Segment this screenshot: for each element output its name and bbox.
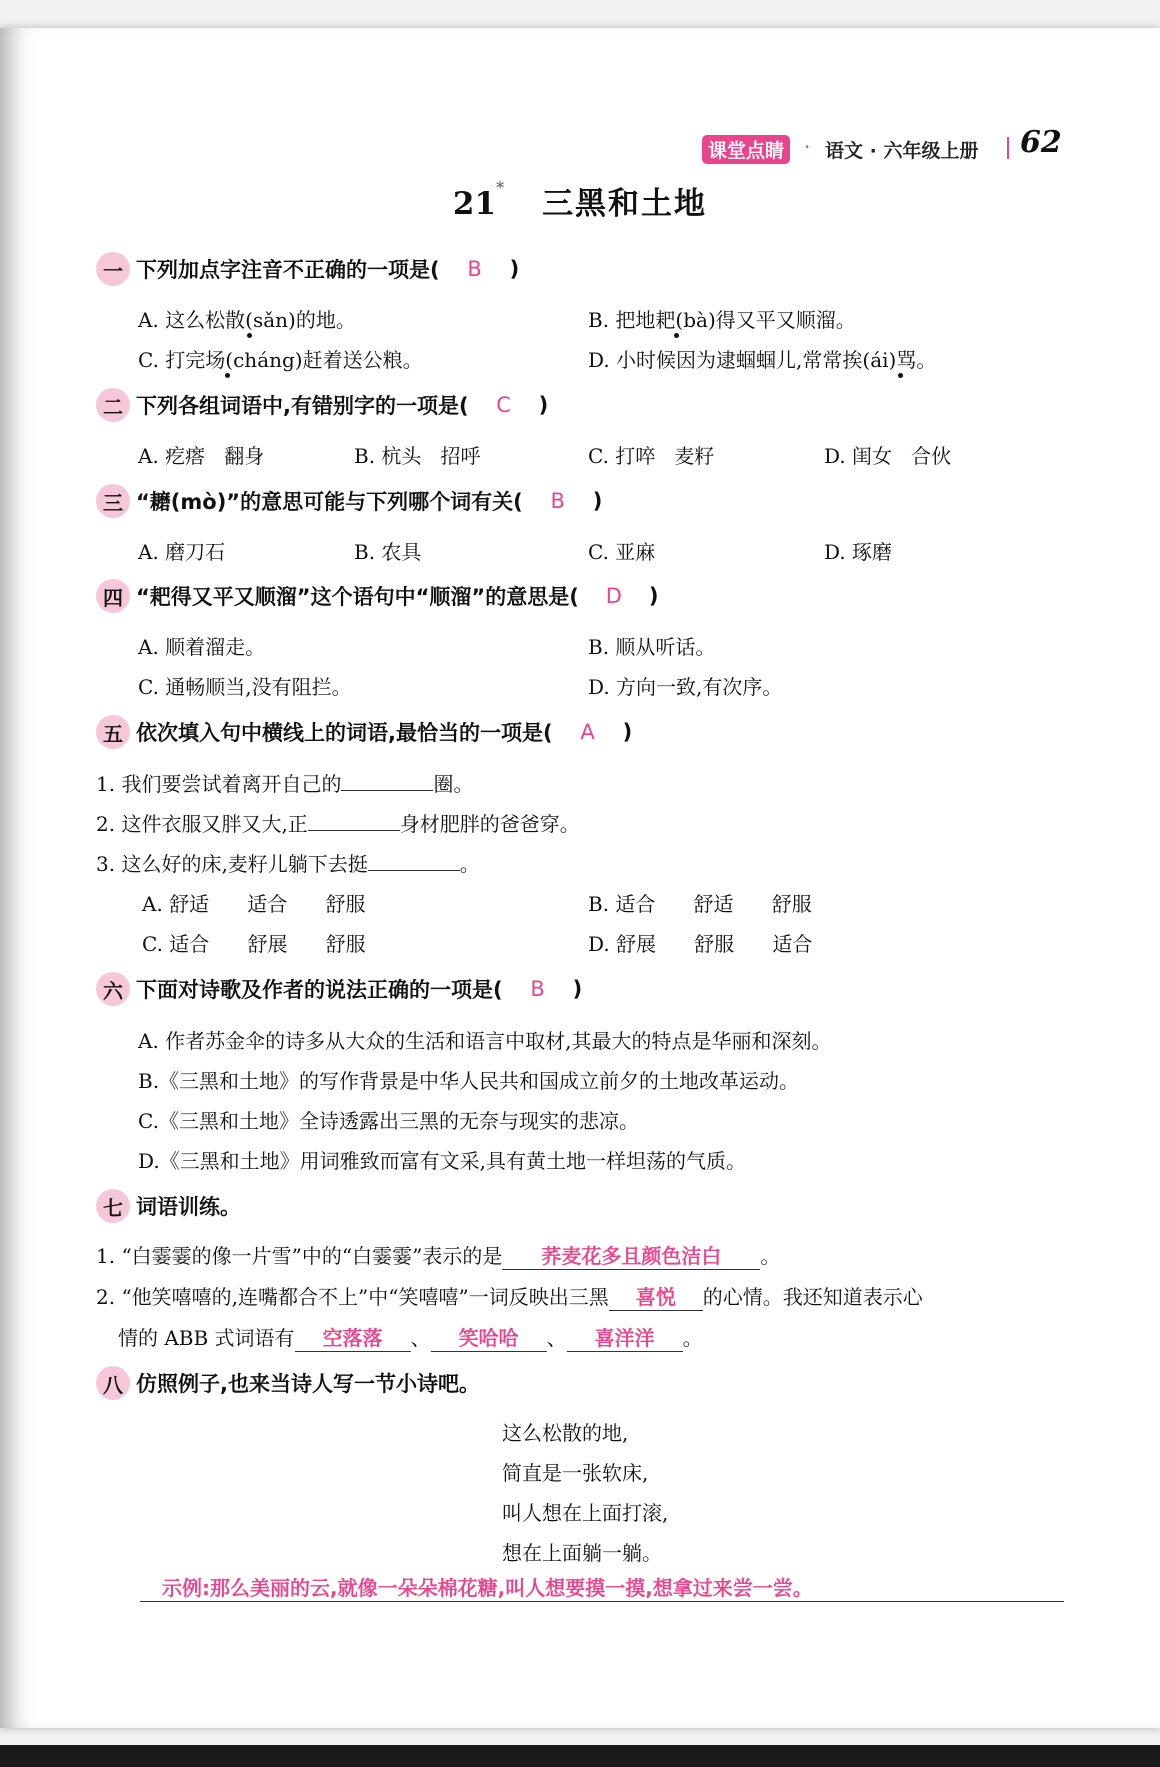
filled-word: 空落落 [295, 1322, 411, 1352]
question-close: ) [509, 257, 520, 281]
fill-sentence-1 [96, 768, 473, 797]
poem-line: 简直是一张软床, [502, 1461, 649, 1485]
option-b: B. 杭头 招呼 [354, 444, 481, 468]
option-a: A. 作者苏金伞的诗多从大众的生活和语言中取材,其最大的特点是华丽和深刻。 [138, 1029, 832, 1053]
question-2 [96, 388, 548, 422]
line-text: 的心情。我还知道表示心 [702, 1285, 923, 1309]
poem-line: 想在上面躺一躺。 [502, 1541, 662, 1565]
example-answer: 示例:那么美丽的云,就像一朵朵棉花糖,叫人想要摸一摸,想拿过来尝一尝。 [140, 1572, 1064, 1602]
sentence-text: 3. 这么好的床,麦籽儿躺下去挺 [96, 852, 368, 876]
question-close: ) [648, 584, 659, 608]
question-badge: 四 [96, 579, 130, 613]
option-b: B.《三黑和土地》的写作背景是中华人民共和国成立前夕的土地改革运动。 [138, 1069, 800, 1093]
question-badge: 一 [96, 252, 130, 286]
question-stem: “耙得又平又顺溜”这个语句中“顺溜”的意思是( [136, 585, 579, 609]
question-stem: 下列加点字注音不正确的一项是( [136, 258, 440, 282]
question-7 [96, 1189, 241, 1223]
lesson-name: 三黑和土地 [542, 186, 708, 222]
question-close: ) [622, 720, 633, 744]
emphasis-dot [247, 333, 252, 338]
question-close: ) [538, 393, 549, 417]
question-3 [96, 484, 602, 518]
blank-line [368, 870, 460, 871]
option-b: B. 适合 舒适 舒服 [588, 892, 812, 916]
option-a: A. 疙瘩 翻身 [138, 444, 265, 468]
filled-word: 笑哈哈 [431, 1322, 547, 1352]
question-8 [96, 1366, 480, 1400]
sentence-text: 。 [459, 852, 480, 876]
line-text: 2. “他笑嘻嘻的,连嘴都合不上”中“笑嘻嘻”一词反映出三黑 [96, 1285, 609, 1309]
lesson-number: 21 [452, 186, 497, 222]
option-a: A. 磨刀石 [138, 540, 226, 564]
answer: B [530, 977, 545, 1001]
emphasis-dot [225, 373, 230, 378]
word-line-3 [118, 1322, 703, 1352]
option-d: D. 舒展 舒服 适合 [588, 932, 813, 956]
option-d: D. 闺女 合伙 [824, 444, 952, 468]
question-badge: 七 [96, 1189, 130, 1223]
header-dot: · [804, 135, 811, 159]
option-d: D. 小时候因为逮蝈蝈儿,常常挨(ái)骂。 [588, 348, 937, 372]
option-c: C. 打啐 麦籽 [588, 444, 715, 468]
question-1 [96, 252, 519, 286]
answer: B [467, 257, 482, 281]
question-close: ) [572, 977, 583, 1001]
option-c: C. 适合 舒展 舒服 [142, 932, 366, 956]
question-stem: 依次填入句中横线上的词语,最恰当的一项是( [136, 721, 553, 745]
filled-answer: 喜悦 [609, 1281, 703, 1311]
word-line-2 [96, 1281, 923, 1311]
question-stem: 下列各组词语中,有错别字的一项是( [136, 394, 469, 418]
answer: B [550, 489, 565, 513]
question-5 [96, 715, 632, 749]
answer: C [496, 393, 511, 417]
bottom-bar [0, 1745, 1160, 1767]
emphasis-dot [674, 333, 679, 338]
option-d: D. 方向一致,有次序。 [588, 675, 783, 699]
filled-answer: 荞麦花多且颜色洁白 [502, 1240, 760, 1270]
separator: 、 [410, 1326, 431, 1350]
sentence-text: 圈。 [433, 772, 474, 796]
blank-line [308, 830, 400, 831]
poem-line: 这么松散的地, [502, 1421, 629, 1445]
page-number: 62 [1020, 125, 1062, 160]
line-text: 。 [760, 1244, 781, 1268]
header-divider [1007, 137, 1009, 159]
lesson-title [0, 178, 1160, 223]
question-close: ) [592, 489, 603, 513]
filled-word: 喜洋洋 [567, 1322, 683, 1352]
option-a: A. 这么松散(sǎn)的地。 [138, 308, 356, 332]
sentence-text: 身材肥胖的爸爸穿。 [399, 812, 580, 836]
option-b: B. 把地耙(bà)得又平又顺溜。 [588, 308, 856, 332]
line-text: 。 [682, 1326, 703, 1350]
option-d: D. 琢磨 [824, 540, 893, 564]
question-badge: 六 [96, 972, 130, 1006]
question-badge: 二 [96, 388, 130, 422]
question-6 [96, 972, 582, 1006]
emphasis-dot [898, 373, 903, 378]
question-4 [96, 579, 658, 613]
answer: A [580, 720, 595, 744]
option-a: A. 顺着溜走。 [138, 635, 266, 659]
question-stem: 下面对诗歌及作者的说法正确的一项是( [136, 978, 503, 1002]
brand-badge: 课堂点睛 [702, 135, 790, 164]
question-badge: 三 [96, 484, 130, 518]
fill-sentence-2 [96, 808, 580, 837]
option-d: D.《三黑和土地》用词雅致而富有文采,具有黄土地一样坦荡的气质。 [138, 1149, 747, 1173]
question-stem: 词语训练。 [136, 1195, 241, 1219]
blank-line [341, 790, 433, 791]
option-c: C. 通畅顺当,没有阻拦。 [138, 675, 352, 699]
answer: D [605, 584, 622, 608]
sentence-text: 1. 我们要尝试着离开自己的 [96, 772, 342, 796]
option-c: C. 亚麻 [588, 540, 656, 564]
poem-line: 叫人想在上面打滚, [502, 1501, 669, 1525]
option-b: B. 顺从听话。 [588, 635, 716, 659]
question-stem: 仿照例子,也来当诗人写一节小诗吧。 [136, 1372, 480, 1396]
option-a: A. 舒适 适合 舒服 [142, 892, 366, 916]
option-c: C.《三黑和土地》全诗透露出三黑的无奈与现实的悲凉。 [138, 1109, 639, 1133]
option-b: B. 农具 [354, 540, 422, 564]
question-badge: 五 [96, 715, 130, 749]
word-line-1 [96, 1240, 780, 1270]
fill-sentence-3 [96, 848, 480, 877]
question-badge: 八 [96, 1366, 130, 1400]
line-text: 情的 ABB 式词语有 [118, 1326, 295, 1350]
page-header [700, 125, 1062, 167]
header-subject: 语文 · 六年级上册 [825, 140, 979, 162]
option-c: C. 打完场(cháng)赶着送公粮。 [138, 348, 423, 372]
separator: 、 [546, 1326, 567, 1350]
line-text: 1. “白霎霎的像一片雪”中的“白霎霎”表示的是 [96, 1244, 503, 1268]
sentence-text: 2. 这件衣服又胖又大,正 [96, 812, 308, 836]
lesson-star: * [496, 178, 505, 197]
question-stem: “耱(mò)”的意思可能与下列哪个词有关( [136, 490, 523, 514]
